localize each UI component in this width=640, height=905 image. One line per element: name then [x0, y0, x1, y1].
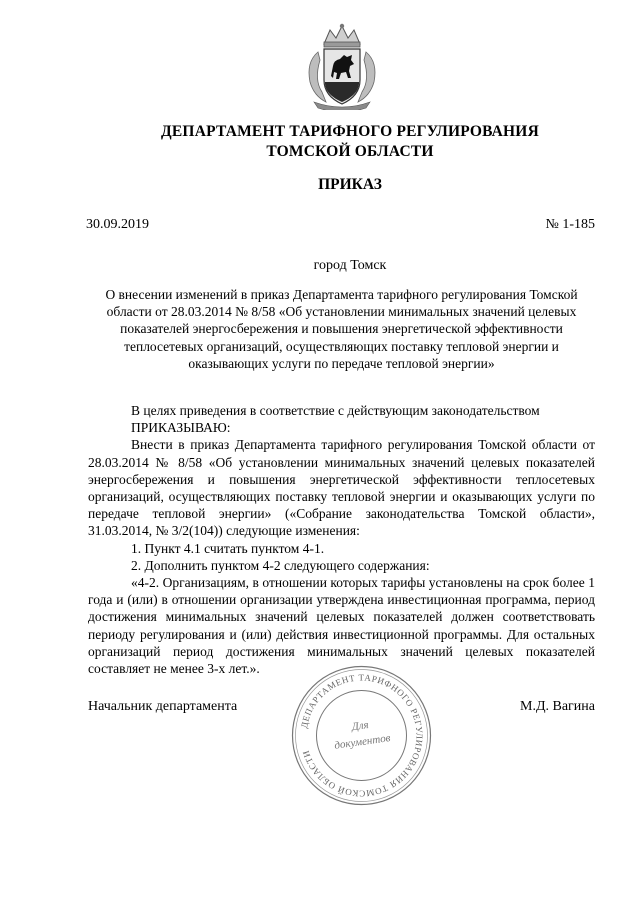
department-line-2: ТОМСКОЙ ОБЛАСТИ [266, 143, 434, 160]
stamp-center-line-1: Для [350, 718, 370, 734]
signature-name: М.Д. Вагина [520, 699, 595, 714]
stamp-ring-text: ДЕПАРТАМЕНТ ТАРИФНОГО РЕГУЛИРОВАНИЯ ТОМСКОЙ ОБЛАСТИ [298, 672, 425, 799]
document-date: 30.09.2019 [86, 217, 149, 232]
body-paragraph: ПРИКАЗЫВАЮ: [131, 420, 231, 436]
document-subject: О внесении изменений в приказ Департамента тарифного регулирования Томской области от 28.03.2014 № 8/58 «Об установлении минимальных значений целевых показателей энергосбережения и повышения энергетической эффективности теплосетевых организаций, осуществляющих поставку тепловой энергии и оказывающих услуги по передаче тепловой энергии» [105, 287, 578, 371]
official-stamp [289, 663, 434, 808]
body-paragraph: «4-2. Организациям, в отношении которых тарифы установлены на срок более 1 года и (или) в отношении организации утверждена инвестиционная программа, период достижения минимальных значений целевых показателей должен соответствовать периоду регулирования и (или) действия инвестиционной программы. Для остальных организаций период достижения минимальных значений целевых показателей составляет не менее 3-х лет.». [88, 575, 595, 677]
department-name [60, 122, 640, 162]
body-paragraph: Внести в приказ Департамента тарифного регулирования Томской области от 28.03.2014 № 8/58 «Об установлении минимальных значений целевых показателей энергосбережения и повышения энергетической эффективности теплосетевых организаций, осуществляющих поставку тепловой энергии и оказывающих услуги по передаче тепловой энергии» («Собрание законодательства Томской области», 31.03.2014, № 3/2(104)) следующие изменения: [88, 437, 595, 539]
coat-of-arms-emblem [300, 22, 384, 110]
document-city: город Томск [313, 258, 387, 273]
document-body [88, 402, 595, 677]
body-paragraph: 2. Дополнить пунктом 4-2 следующего содержания: [131, 557, 430, 573]
stamp-center-line-2: документов [333, 732, 392, 752]
department-line-1: ДЕПАРТАМЕНТ ТАРИФНОГО РЕГУЛИРОВАНИЯ [161, 123, 539, 140]
document-number: № 1-185 [545, 217, 595, 232]
signature-position: Начальник департамента [88, 699, 238, 714]
body-paragraph: 1. Пункт 4.1 считать пунктом 4-1. [131, 540, 325, 556]
document-type-title: ПРИКАЗ [318, 176, 382, 193]
body-paragraph: В целях приведения в соответствие с действующим законодательством [131, 403, 540, 418]
